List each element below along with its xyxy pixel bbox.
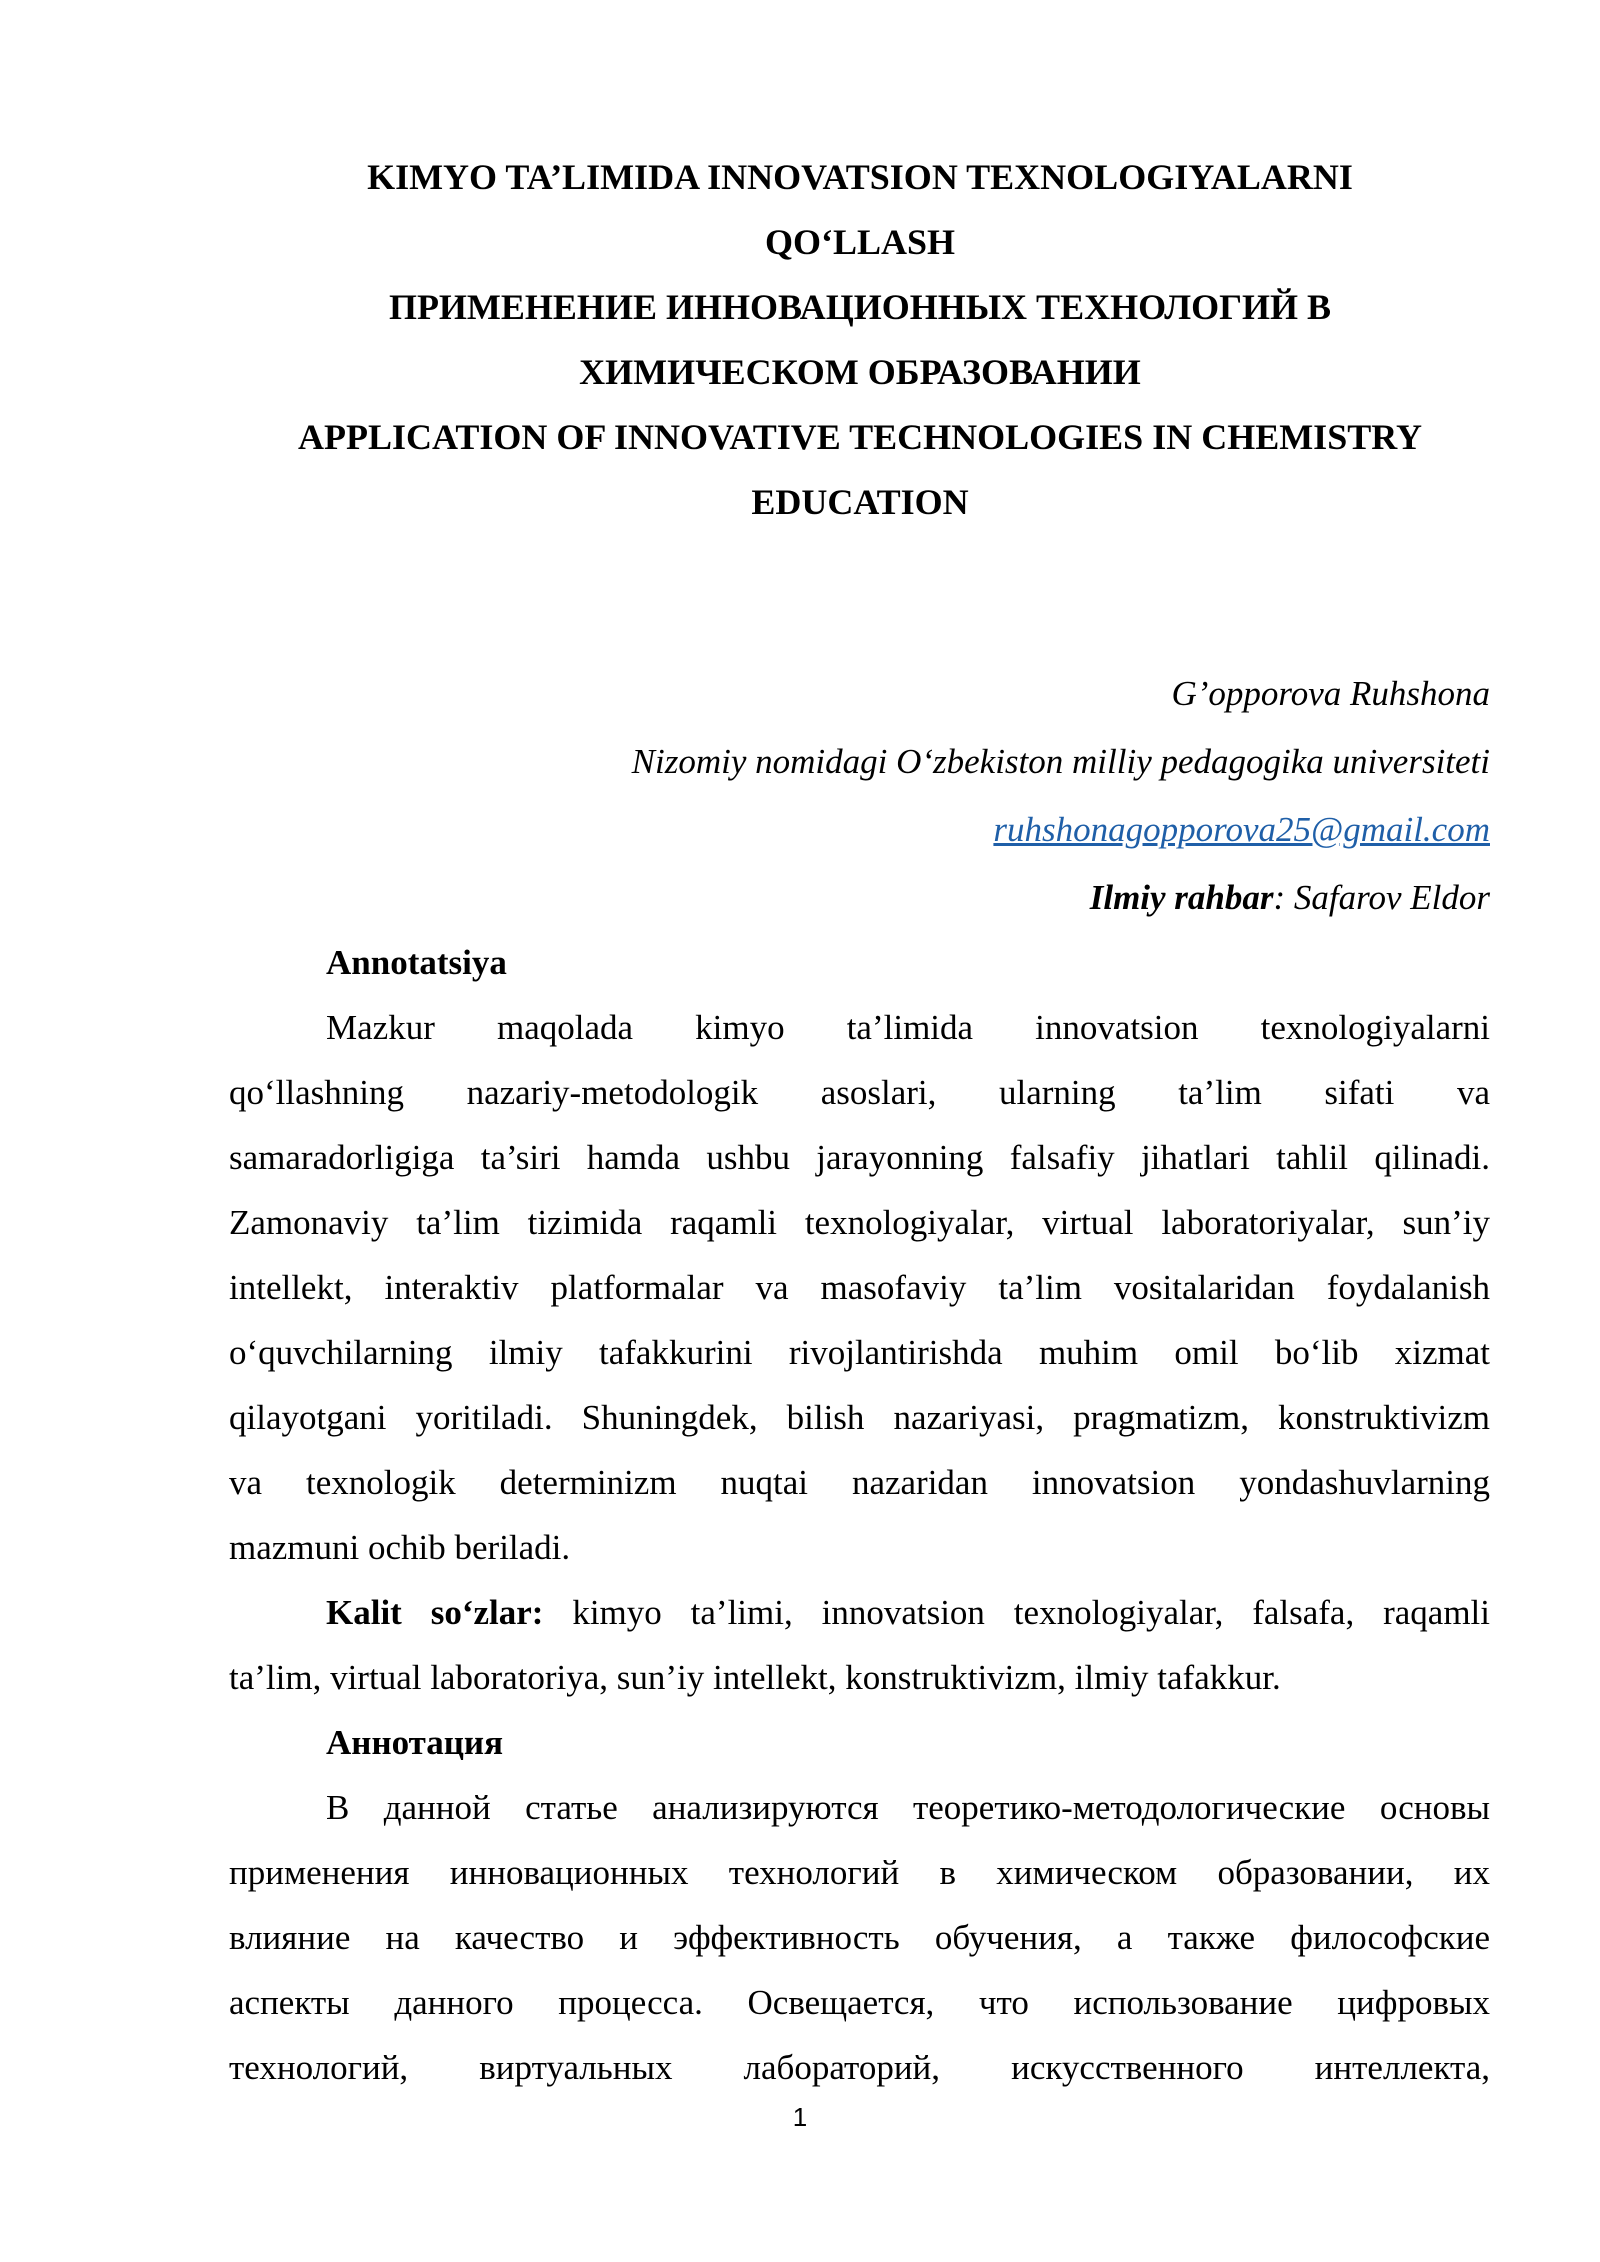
abstract-uz-paragraph: [229, 995, 1490, 1580]
article-body: [229, 930, 1490, 2100]
abstract-ru-paragraph: [229, 1775, 1490, 2100]
keywords-label: Kalit so‘zlar:: [326, 1593, 544, 1632]
title-line-uz-1: KIMYO TA’LIMIDA INNOVATSION TEXNOLOGIYALARNI: [367, 157, 1353, 197]
abstract-uz-line-8: va texnologik determinizm nuqtai nazaridan innovatsion yondashuvlarning: [229, 1463, 1490, 1502]
abstract-uz-line-1: Mazkur maqolada kimyo ta’limida innovatsion texnologiyalarni: [326, 1008, 1490, 1047]
abstract-uz-line-2: qo‘llashning nazariy-metodologik asoslari, ularning ta’lim sifati va: [229, 1073, 1490, 1112]
abstract-ru-line-4: аспекты данного процесса. Освещается, что использование цифровых: [229, 1983, 1490, 2022]
author-email-link[interactable]: ruhshonagopporova25@gmail.com: [993, 810, 1490, 849]
abstract-ru-line-2: применения инновационных технологий в химическом образовании, их: [229, 1853, 1490, 1892]
abstract-ru-line-5: технологий, виртуальных лабораторий, искусственного интеллекта,: [229, 2048, 1490, 2087]
author-affiliation: Nizomiy nomidagi O‘zbekiston milliy pedagogika universiteti: [631, 742, 1490, 781]
abstract-uz-line-3: samaradorligiga ta’siri hamda ushbu jarayonning falsafiy jihatlari tahlil qilinadi.: [229, 1138, 1490, 1177]
abstract-ru-heading: Аннотация: [326, 1723, 504, 1762]
keywords-uz: [229, 1580, 1490, 1710]
title-line-en-1: APPLICATION OF INNOVATIVE TECHNOLOGIES IN CHEMISTRY: [298, 417, 1422, 457]
abstract-ru-line-1: В данной статье анализируются теоретико-методологические основы: [326, 1788, 1490, 1827]
abstract-uz-line-5: intellekt, interaktiv platformalar va masofaviy ta’lim vositalaridan foydalanish: [229, 1268, 1490, 1307]
abstract-uz-line-4: Zamonaviy ta’lim tizimida raqamli texnologiyalar, virtual laboratoriyalar, sun’iy: [229, 1203, 1490, 1242]
keywords-text-1: kimyo ta’limi, innovatsion texnologiyalar, falsafa, raqamli: [543, 1593, 1490, 1632]
author-info: [190, 660, 1490, 932]
title-line-ru-2: ХИМИЧЕСКОМ ОБРАЗОВАНИИ: [579, 352, 1141, 392]
abstract-uz-line-7: qilayotgani yoritiladi. Shuningdek, bilish nazariyasi, pragmatizm, konstruktivizm: [229, 1398, 1490, 1437]
keywords-line-1: [229, 1580, 1490, 1645]
title-line-uz-2: QO‘LLASH: [764, 222, 956, 262]
supervisor-label: Ilmiy rahbar: [1089, 878, 1274, 917]
author-name: G’opporova Ruhshona: [1171, 674, 1490, 713]
supervisor-line: [190, 864, 1490, 932]
abstract-ru-line-3: влияние на качество и эффективность обучения, а также философские: [229, 1918, 1490, 1957]
title-line-en-2: EDUCATION: [751, 482, 969, 522]
abstract-uz-heading: Annotatsiya: [326, 943, 507, 982]
abstract-uz-line-9: mazmuni ochib beriladi.: [229, 1528, 571, 1567]
article-title: [230, 145, 1490, 535]
supervisor-name: : Safarov Eldor: [1273, 878, 1490, 917]
keywords-line-2: ta’lim, virtual laboratoriya, sun’iy intellekt, konstruktivizm, ilmiy tafakkur.: [229, 1658, 1281, 1697]
abstract-uz-line-6: o‘quvchilarning ilmiy tafakkurini rivojlantirishda muhim omil bo‘lib xizmat: [229, 1333, 1490, 1372]
author-email-line: [190, 796, 1490, 864]
title-line-ru-1: ПРИМЕНЕНИЕ ИННОВАЦИОННЫХ ТЕХНОЛОГИЙ В: [388, 287, 1332, 327]
page-number: 1: [792, 2102, 808, 2132]
